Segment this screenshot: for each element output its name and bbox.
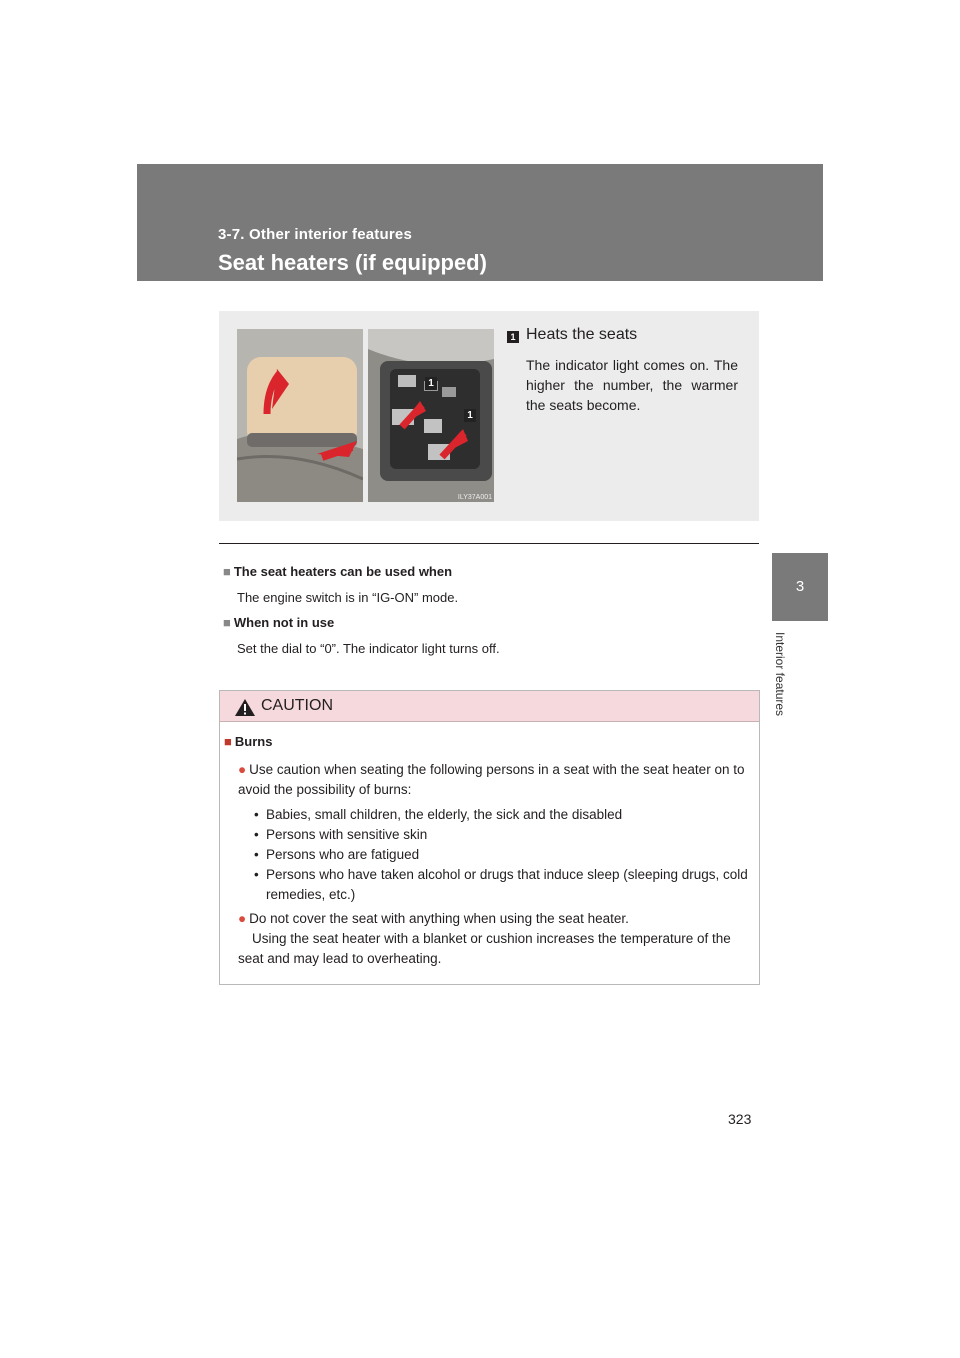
item-description: The indicator light comes on. The higher the number, the warmer the seats become. [526,357,738,413]
callout-1-lower: 1 [464,409,476,422]
square-bullet-icon: ■ [223,564,231,579]
item-number-badge: 1 [507,331,519,343]
chapter-label: Interior features [773,632,787,717]
armrest-photo [237,329,363,502]
note-heading-2: ■ When not in use [223,615,335,630]
page-title: Seat heaters (if equipped) [218,250,487,275]
square-bullet-icon: ■ [223,615,231,630]
caution-list [254,805,756,905]
callout-1-upper: 1 [425,377,437,390]
square-bullet-icon: ■ [224,734,232,749]
list-item: • Babies, small children, the elderly, the sick and the disabled [254,807,623,822]
divider [219,543,759,544]
note-body-1: The engine switch is in “IG-ON” mode. [237,590,459,605]
switch-panel-photo [368,329,494,502]
illustration-panel [219,311,759,521]
chapter-tab: 3 [772,553,828,621]
caution-box [219,690,760,985]
caution-heading: ■ Burns [224,734,273,749]
circle-bullet-icon: ● [238,911,247,926]
caution-paragraph-1: ● Use caution when seating the following persons in a seat with the seat heater on to avoid the possibility of burns: [238,762,745,797]
note-body-2: Set the dial to “0”. The indicator light turns off. [237,641,500,656]
warning-triangle-icon [234,698,256,717]
list-item: • Persons with sensitive skin [254,827,428,842]
list-item: • Persons who are fatigued [254,847,420,862]
caution-paragraph-2: ● Do not cover the seat with anything when using the seat heater. Using the seat heater with a blanket or cushion increases the temperature of the seat and may lead to overheating. [238,911,731,966]
caution-header [220,691,759,722]
note-heading-1: ■ The seat heaters can be used when [223,564,453,579]
image-code: ILY37A001 [457,494,492,501]
section-label: 3-7. Other interior features [218,226,412,243]
item-title: Heats the seats [526,326,638,343]
armrest-drawing [237,329,363,502]
caution-label: CAUTION [261,697,333,714]
circle-bullet-icon: ● [238,762,247,777]
list-item: • Persons who have taken alcohol or drugs that induce sleep (sleeping drugs, cold remedies, etc.) [254,867,748,902]
page-number: 323 [728,1111,752,1127]
